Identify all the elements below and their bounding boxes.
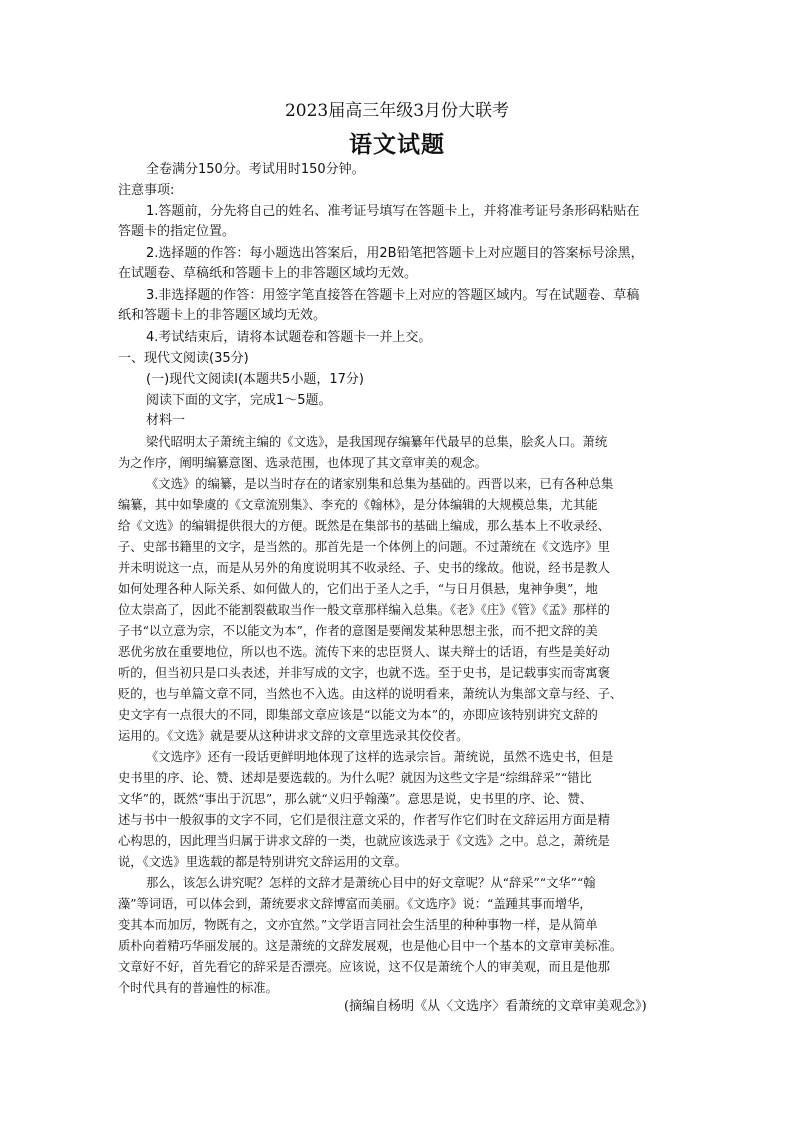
note-4-line-1: 4.考试结束后，请将本试题卷和答题卡一并上交。 — [146, 330, 432, 345]
passage-line: 藻”等词语，可以体会到，萧统要求文辞博富而美丽。《文选序》说：“盖踵其事而增华， — [118, 897, 592, 911]
passage-line: 《文选序》还有一段话更鲜明地体现了这样的选录宗旨。萧统说，虽然不选史书，但是 — [146, 750, 614, 764]
notes-heading: 注意事项: — [118, 183, 175, 198]
passage-line: 给《文选》的编辑提供很大的方便。既然是在集部书的基础上编成，那么基本上不收录经、 — [118, 519, 610, 533]
note-3-line-1: 3.非选择题的作答：用签字笔直接答在答题卡上对应的答题区域内。写在试题卷、草稿 — [146, 288, 640, 303]
material-label: 材料一 — [146, 413, 186, 428]
passage-line: 史书里的序、论、赞、述却是要选载的。为什么呢？就因为这些文字是“综缉辞采”“错比 — [118, 771, 592, 785]
passage-line: 如何处理各种人际关系、如何做人的，它们出于圣人之手，“与日月俱悬，鬼神争奥”，地 — [118, 582, 598, 596]
note-1-line-2: 答题卡的指定位置。 — [118, 224, 236, 239]
reading-direction: 阅读下面的文字，完成1～5题。 — [146, 393, 332, 408]
passage-line: 变其本而加厉，物既有之，文亦宜然。”文学语言同社会生活里的种种事物一样，是从简单 — [118, 918, 598, 932]
passage-line: 史文字有一点很大的不同，即集部文章应该是“以能文为本”的，亦即应该特别讲究文辞的 — [118, 708, 598, 722]
passage-line: 位太崇高了，因此不能割裂截取当作一般文章那样编入总集。《老》《庄》《管》《孟》那样的 — [118, 603, 610, 617]
passage-line: 梁代昭明太子萧统主编的《文选》，是我国现存编纂年代最早的总集，脍炙人口。萧统 — [146, 435, 608, 449]
passage-source: (摘编自杨明《从〈文选序〉看萧统的文章审美观念》) — [344, 999, 647, 1014]
passage-line: 文华”的，既然“事出于沉思”，那么就“义归乎翰藻”。意思是说，史书里的序、论、赞、 — [118, 792, 593, 806]
note-3-line-2: 纸和答题卡上的非答题区域均无效。 — [118, 308, 327, 323]
full-score-line: 全卷满分150分。考试用时150分钟。 — [146, 162, 365, 177]
passage-line: 听的，但当初只是口头表述，并非写成的文字，也就不选。至于史书，是记载事实而寄寓褒 — [118, 666, 610, 680]
passage-line: 说，《文选》里选载的都是特别讲究文辞运用的文章。 — [118, 855, 407, 869]
passage-line: 心构思的，因此理当归属于讲求文辞的一类，也就应该选录于《文选》之中。总之，萧统是 — [118, 834, 610, 848]
passage-line: 为之作序，阐明编纂意图、选录范围，也体现了其文章审美的观念。 — [118, 456, 487, 470]
exam-title: 2023届高三年级3月份大联考 — [284, 101, 510, 121]
passage-line: 文章好不好，首先看它的辞采是否漂亮。应该说，这不仅是萧统个人的审美观，而且是他那 — [118, 960, 610, 974]
passage-line: 那么，该怎么讲究呢？怎样的文辞才是萧统心目中的好文章呢？从“辞采”“文华”“翰 — [146, 876, 596, 890]
passage-line: 恶优劣放在重要地位，所以也不选。流传下来的忠臣贤人、谋夫辩士的话语，有些是美好动 — [118, 645, 610, 659]
note-2-line-2: 在试题卷、草稿纸和答题卡上的非答题区域均无效。 — [118, 266, 418, 281]
note-2-line-1: 2.选择题的作答：每小题选出答案后，用2B铅笔把答题卡上对应题目的答案标号涂黑， — [146, 246, 644, 261]
passage-line: 述与书中一般叙事的文字不同，它们是很注意文采的，作者写作它们时在文辞运用方面是精 — [118, 813, 610, 827]
section-heading: 一、现代文阅读(35分) — [118, 351, 249, 366]
passage-line: 质朴向着精巧华丽发展的。这是萧统的文辞发展观，也是他心目中一个基本的文章审美标准。 — [118, 939, 623, 953]
passage-line: 《文选》的编纂，是以当时存在的诸家别集和总集为基础的。西晋以来，已有各种总集 — [146, 477, 614, 491]
passage-line: 子书“以立意为宗，不以能文为本”，作者的意图是要阐发某种思想主张，而不把文辞的美 — [118, 624, 598, 638]
passage-line: 编纂，其中如挚虞的《文章流别集》、李充的《翰林》，是分体编辑的大规模总集，尤其能 — [118, 498, 598, 512]
passage-line: 运用的。《文选》就是要从这种讲求文辞的文章里选录其佼佼者。 — [118, 729, 469, 743]
passage-line: 并未明说这一点，而是从另外的角度说明其不收录经、子、史书的缘故。他说，经书是教人 — [118, 561, 610, 575]
passage-line: 贬的，也与单篇文章不同，当然也不入选。由这样的说明看来，萧统认为集部文章与经、子、 — [118, 687, 623, 701]
passage-line: 个时代具有的普遍性的标准。 — [118, 981, 278, 995]
passage-line: 子、史部书籍里的文字，是当然的。那首先是一个体例上的问题。不过萧统在《文选序》里 — [118, 540, 610, 554]
subsection-heading: (一)现代文阅读Ⅰ(本题共5小题，17分) — [146, 372, 364, 387]
note-1-line-1: 1.答题前，分先将自己的姓名、准考证号填写在答题卡上，并将准考证号条形码粘贴在 — [146, 204, 640, 219]
subject-title: 语文试题 — [349, 131, 445, 158]
